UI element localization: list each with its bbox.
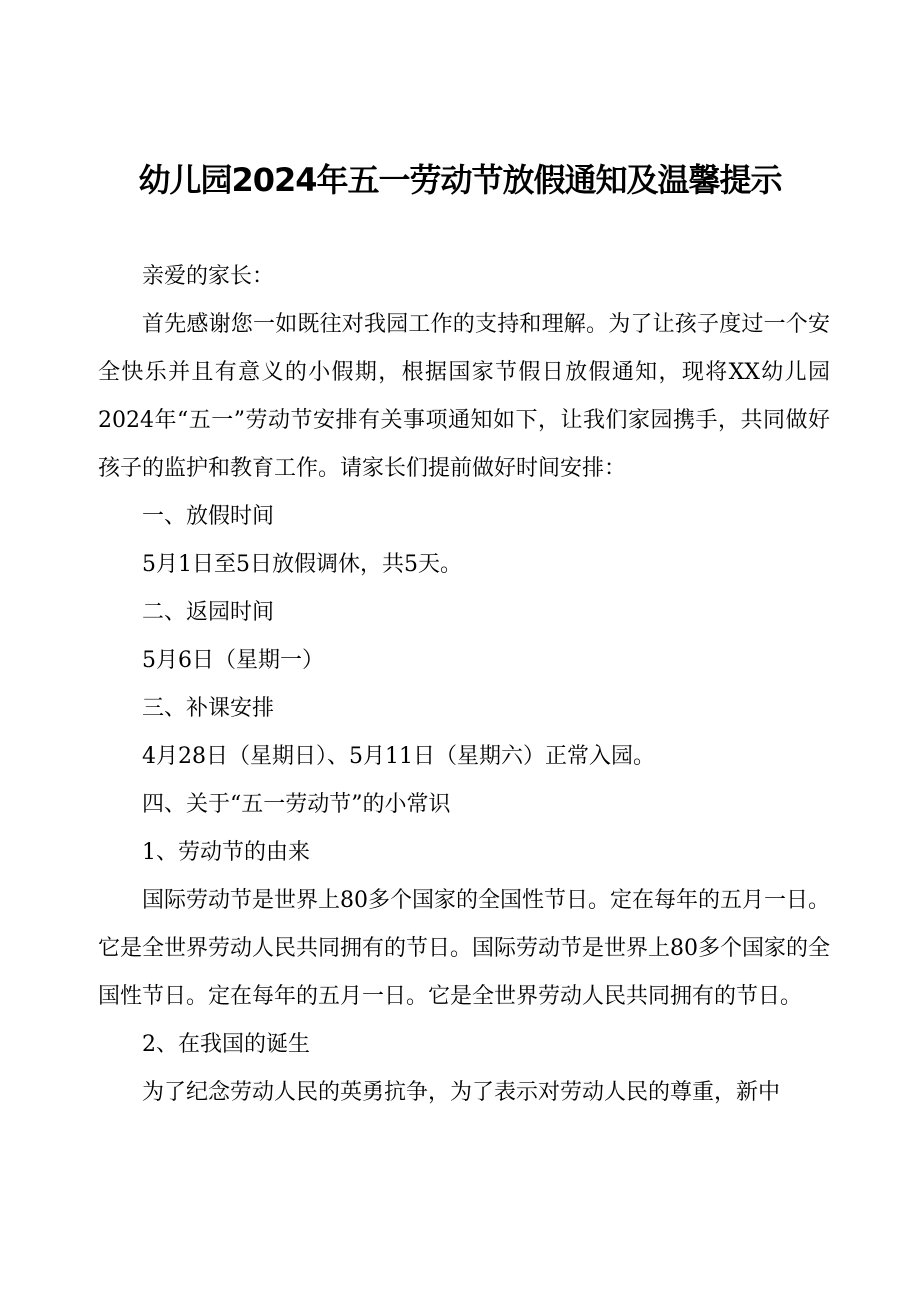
section-heading-knowledge: 四、关于“五一劳动节”的小常识 — [142, 792, 451, 817]
return-time-text: 5月6日（星期一） — [142, 648, 324, 673]
document-title: 幼儿园2024年五一劳动节放假通知及温馨提示 — [138, 161, 782, 199]
holiday-time-text: 5月1日至5日放假调休，共5天。 — [142, 552, 462, 577]
makeup-class-text: 4月28日（星期日）、5月11日（星期六）正常入园。 — [142, 744, 655, 769]
origin-paragraph: 国际劳动节是世界上80多个国家的全国性节日。定在每年的五月一日。它是全世界劳动人民共同拥有的节日。国际劳动节是世界上80多个国家的全国性节日。定在每年的五月一日。它是全世界劳动人民共同拥有的节日。 — [98, 888, 830, 1009]
salutation: 亲爱的家长： — [142, 264, 275, 289]
subheading-china-birth: 2、在我国的诞生 — [142, 1032, 310, 1057]
subheading-origin: 1、劳动节的由来 — [142, 840, 310, 865]
document-body — [98, 253, 830, 1117]
section-heading-return-time: 二、返园时间 — [142, 600, 275, 625]
section-heading-holiday-time: 一、放假时间 — [142, 504, 275, 529]
intro-paragraph: 首先感谢您一如既往对我园工作的支持和理解。为了让孩子度过一个安全快乐并且有意义的小假期，根据国家节假日放假通知，现将XX幼儿园2024年“五一”劳动节安排有关事项通知如下，让我们家园携手，共同做好孩子的监护和教育工作。请家长们提前做好时间安排： — [98, 312, 830, 481]
china-birth-paragraph: 为了纪念劳动人民的英勇抗争，为了表示对劳动人民的尊重，新中 — [142, 1080, 781, 1105]
section-heading-makeup-class: 三、补课安排 — [142, 696, 275, 721]
